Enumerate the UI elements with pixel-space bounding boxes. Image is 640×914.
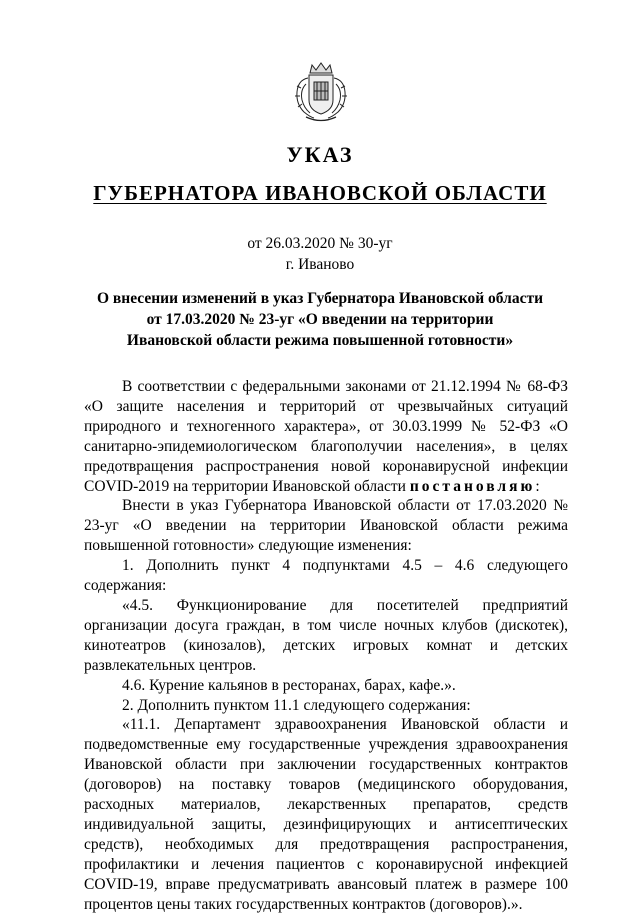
decree-date-number: от 26.03.2020 № 30-уг (247, 235, 393, 252)
ivanovo-coat-of-arms-icon (292, 60, 350, 126)
document-type-title: УКАЗ (286, 142, 354, 167)
body-paragraph: «11.1. Департамент здравоохранения Ивановской области и подведомственные ему государственные учреждения здравоохранения Ивановской области при заключении государственных контрактов (договоров) на поставку товаров (медицинского оборудования, расходных материалов, лекарственных препаратов, средств индивидуальной защиты, дезинфицирующих и антисептических средств), необходимых для предотвращения распространения, профилактики и лечения пациентов с коронавирусной инфекцией COVID-19, вправе предусматривать авансовый платеж в размере 100 процентов цены таких государственных контрактов (договоров).». (84, 716, 568, 913)
body-paragraph: Внести в указ Губернатора Ивановской области от 17.03.2020 № 23-уг «О введении на территории Ивановской области режима повышенной готовности» следующие изменения: (84, 497, 568, 555)
resolution-word: постановляю (409, 477, 536, 495)
body-paragraph: 2. Дополнить пунктом 11.1 следующего содержания: (122, 696, 471, 714)
subject-line: О внесении изменений в указ Губернатора Ивановской области (96, 290, 544, 307)
issuer-title-text: ГУБЕРНАТОРА ИВАНОВСКОЙ ОБЛАСТИ (93, 181, 547, 205)
body-paragraph: 1. Дополнить пункт 4 подпунктами 4.5 – 4.6 следующего содержания: (84, 557, 568, 595)
decree-body (84, 377, 568, 914)
decree-subject (95, 288, 545, 351)
subject-line: от 17.03.2020 № 23-уг «О введении на территории (146, 311, 494, 328)
preamble-text: В соответствии с федеральными законами от 21.12.1994 № 68-ФЗ «О защите населения и территорий от чрезвычайных ситуаций природного и техногенного характера», от 30.03.1999 № 52-ФЗ «О санитарно-эпидемиологическом благополучии населения», в целях предотвращения распространения новой коронавирусной инфекции COVID-2019 на территории Ивановской области (84, 378, 568, 495)
subject-line: Ивановской области режима повышенной готовности» (126, 332, 514, 349)
body-paragraph: «4.5. Функционирование для посетителей предприятий организации досуга граждан, в том числе ночных клубов (дискотек), кинотеатров (кинозалов), детских игровых комнат и детских развлекательных центров. (84, 596, 568, 674)
preamble-colon: : (535, 477, 540, 495)
decree-city: г. Иваново (285, 256, 355, 273)
body-paragraph (84, 377, 568, 496)
issuer-title (0, 181, 640, 206)
body-paragraph: 4.6. Курение кальянов в ресторанах, барах, кафе.». (122, 676, 456, 694)
